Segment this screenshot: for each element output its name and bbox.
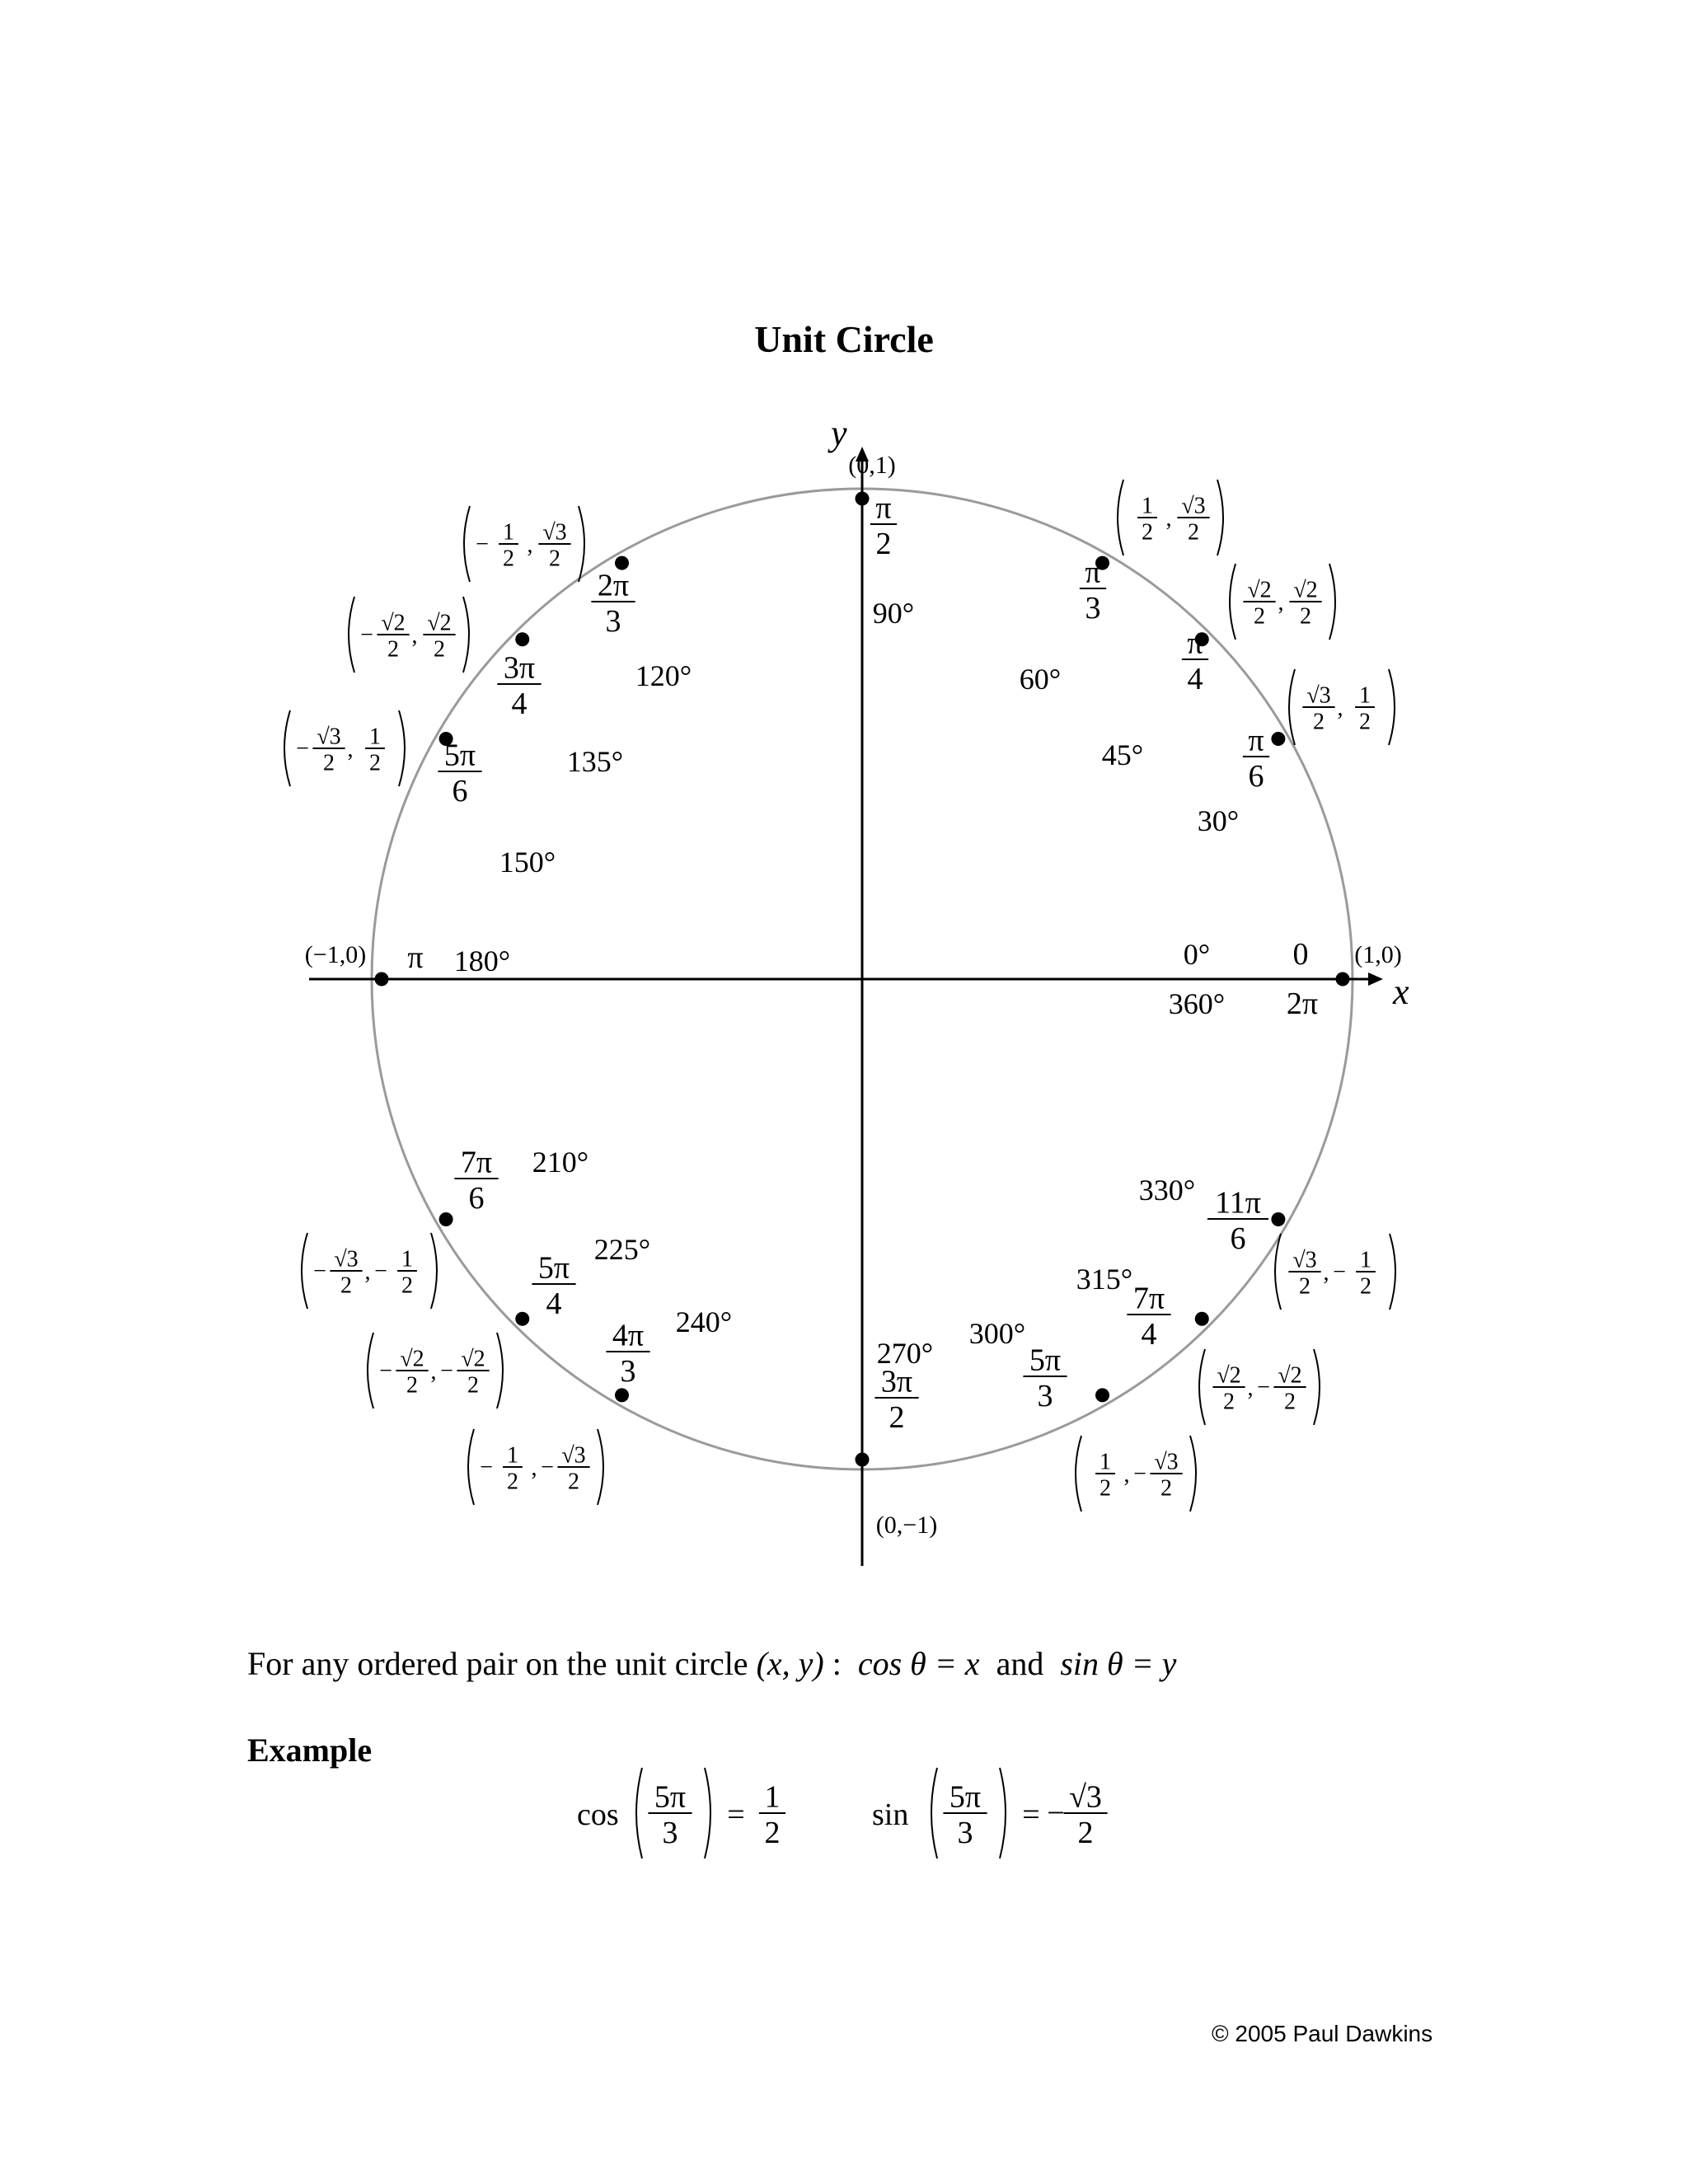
coordinate-label-comma: , — [364, 1259, 371, 1285]
coordinate-label-y-num: √3 — [1154, 1449, 1179, 1475]
coordinate-label-x-num: 1 — [503, 519, 514, 546]
coordinate-label-y-num: 1 — [369, 724, 381, 750]
coordinate-label-rparen — [1314, 1349, 1320, 1425]
statement-pair: (x, y) — [756, 1645, 824, 1682]
coordinate-label-lparen — [1289, 669, 1295, 745]
coordinate-label-y-sign: − — [440, 1358, 453, 1384]
coordinate-label-x-num: √2 — [1217, 1362, 1241, 1389]
coordinate-label-x-den: 2 — [1223, 1389, 1235, 1415]
radian-label-num: π — [1085, 555, 1101, 590]
coordinate-label-lparen — [1076, 1436, 1081, 1511]
degree-label: 135° — [566, 745, 624, 778]
coordinate-label-y-den: 2 — [1359, 709, 1371, 735]
coordinate-label-x-num: 1 — [1100, 1449, 1111, 1475]
coordinate-label-x-num: 1 — [507, 1442, 518, 1469]
coordinate-label-x-sign: − — [313, 1258, 326, 1284]
circle-point — [615, 1388, 629, 1402]
coordinate-label-y-den: 2 — [1188, 519, 1199, 546]
coordinate-label-x-den: 2 — [1299, 1273, 1311, 1300]
coordinate-label-x-den: 2 — [1313, 709, 1325, 735]
radian-label-2pi: 2π — [1286, 987, 1319, 1021]
example-cos-result-den: 2 — [764, 1816, 781, 1851]
statement-sin: sin θ = y — [1060, 1645, 1177, 1682]
radian-label-den: 4 — [511, 687, 528, 722]
coordinate-label: (1,0) — [1354, 941, 1402, 968]
angle-p90 — [848, 452, 914, 630]
circle-point — [375, 972, 389, 987]
radian-label-num: 7π — [460, 1145, 493, 1180]
radian-label-den: 6 — [1248, 759, 1264, 794]
radian-label-den: 6 — [452, 774, 468, 809]
coordinate-label-x-den: 2 — [340, 1272, 352, 1299]
radian-label-den: 3 — [1085, 591, 1101, 626]
coordinate-label-y-den: 2 — [1160, 1475, 1172, 1502]
coordinate-label-y-den: 2 — [1300, 603, 1311, 630]
example-sin-result-den: 2 — [1077, 1816, 1094, 1851]
definition-statement — [247, 1644, 1176, 1683]
coordinate-label-y-sign: − — [374, 1258, 387, 1284]
radian-label-num: 2π — [597, 568, 630, 603]
coordinate-label-x-den: 2 — [323, 750, 335, 776]
coordinate-label-x-den: 2 — [1254, 603, 1265, 630]
coordinate-label-y-den: 2 — [568, 1469, 579, 1495]
circle-point — [856, 492, 870, 506]
degree-label: 60° — [1019, 663, 1062, 696]
radian-label-num: 4π — [612, 1318, 645, 1353]
radian-label-den: 2 — [889, 1400, 905, 1436]
degree-label: 210° — [532, 1146, 589, 1179]
radian-label-num: 7π — [1132, 1281, 1165, 1316]
circle-point — [515, 632, 529, 646]
example-sin-sign: − — [1047, 1796, 1065, 1830]
circle-point — [1195, 1312, 1209, 1326]
coordinate-label-comma: , — [1165, 506, 1172, 532]
coordinate-label-x-sign: − — [476, 532, 489, 557]
coordinate-label-y-num: √2 — [461, 1346, 485, 1372]
radian-label-num: 3π — [503, 650, 536, 686]
degree-label: 45° — [1101, 738, 1144, 771]
x-axis-arrow — [1368, 972, 1383, 986]
radian-label-num: 5π — [1029, 1343, 1062, 1378]
coordinate-label-rparen — [463, 597, 469, 673]
angle-p30 — [1198, 669, 1395, 837]
example-cos-func: cos — [577, 1797, 619, 1832]
radian-label-den: 4 — [1187, 662, 1203, 697]
coordinate-label-lparen — [349, 597, 354, 673]
coordinate-label-x-sign: − — [360, 622, 373, 648]
degree-label: 240° — [675, 1305, 733, 1338]
coordinate-label: (0,1) — [848, 452, 896, 479]
coordinate-label-y-num: √3 — [561, 1442, 586, 1469]
coordinate-label-y-num: √2 — [1293, 577, 1318, 603]
radian-label-den: 3 — [620, 1354, 636, 1390]
coordinate-label-y-den: 2 — [401, 1272, 413, 1299]
coordinate-label-y-den: 2 — [1360, 1273, 1372, 1300]
coordinate-label-comma: , — [411, 623, 418, 649]
degree-label: 0° — [1183, 938, 1211, 971]
coordinate-label-y-sign: − — [1333, 1259, 1346, 1285]
angle-p240 — [468, 1305, 732, 1505]
coordinate-label-lparen — [1118, 480, 1123, 555]
coordinate-label-rparen — [497, 1333, 503, 1408]
coordinate-label-y-den: 2 — [549, 546, 560, 572]
coordinate-label-comma: , — [531, 1455, 537, 1481]
example-sin-arg-num: 5π — [949, 1779, 982, 1815]
coordinate-label-x-den: 2 — [1142, 519, 1153, 546]
example-sin-rparen — [1000, 1768, 1006, 1858]
radian-label-den: 3 — [605, 604, 621, 640]
coordinate-label-x-num: √2 — [1247, 577, 1272, 603]
circle-point — [1336, 972, 1350, 987]
angle-p270 — [856, 1337, 938, 1539]
angle-p45 — [1102, 564, 1335, 771]
coordinate-label-x-den: 2 — [387, 636, 399, 663]
radian-label-den: 4 — [546, 1286, 562, 1322]
coordinate-label-y-num: √2 — [427, 610, 452, 636]
coordinate-label-y-num: √3 — [542, 519, 567, 546]
coordinate-label: (0,−1) — [875, 1511, 938, 1539]
statement-lead: For any ordered pair on the unit circle — [247, 1645, 748, 1682]
coordinate-label-x-den: 2 — [503, 546, 514, 572]
radian-label-num: π — [875, 490, 892, 526]
statement-cos: cos θ = x — [857, 1645, 980, 1682]
coordinate-label-rparen — [1390, 1234, 1395, 1310]
coordinate-label-lparen — [468, 1429, 474, 1505]
coordinate-label-y-num: 1 — [1359, 682, 1371, 709]
radian-label-num: π — [1248, 723, 1264, 758]
example-sin-func: sin — [872, 1797, 909, 1832]
coordinate-label-rparen — [431, 1233, 437, 1309]
coordinate-label-x-sign: − — [379, 1358, 392, 1384]
coordinate-label-rparen — [598, 1429, 603, 1505]
coordinate-label-comma: , — [1337, 696, 1343, 721]
circle-point — [1271, 1212, 1285, 1226]
degree-label: 150° — [499, 846, 556, 879]
circle-point — [1271, 732, 1285, 746]
angle-p300 — [969, 1317, 1196, 1511]
coordinate-label-comma: , — [1323, 1260, 1329, 1286]
degree-label: 330° — [1138, 1174, 1196, 1207]
coordinate-label-y-num: √3 — [1181, 493, 1206, 519]
example-sin-arg-den: 3 — [957, 1816, 973, 1851]
degree-label: 300° — [968, 1317, 1026, 1350]
coordinate-label: (−1,0) — [304, 941, 367, 968]
coordinate-label-rparen — [1389, 669, 1395, 745]
example-cos-rparen — [705, 1768, 710, 1858]
coordinate-label-y-num: 1 — [1360, 1247, 1372, 1273]
degree-label: 225° — [593, 1233, 651, 1266]
example-sin-result-num: √3 — [1069, 1779, 1102, 1815]
coordinate-label-y-sign: − — [1133, 1461, 1146, 1487]
example-label: Example — [247, 1732, 373, 1769]
radian-label-num: 11π — [1215, 1185, 1261, 1221]
statement-and: and — [996, 1645, 1044, 1682]
example-cos-arg-den: 3 — [662, 1816, 678, 1851]
angle-p330 — [1139, 1174, 1395, 1310]
degree-label: 120° — [635, 659, 692, 692]
angle-p150 — [284, 710, 556, 879]
y-axis-label: y — [831, 413, 847, 453]
radian-label-den: 3 — [1037, 1379, 1053, 1414]
coordinate-label-comma: , — [1247, 1376, 1254, 1401]
coordinate-label-x-sign: − — [480, 1455, 493, 1480]
coordinate-label-x-num: √3 — [1306, 682, 1331, 709]
degree-label: 270° — [876, 1337, 934, 1370]
coordinate-label-y-den: 2 — [1284, 1389, 1296, 1415]
coordinate-label-comma: , — [1123, 1462, 1130, 1488]
coordinate-label-y-den: 2 — [467, 1372, 479, 1399]
radian-label-den: 6 — [468, 1181, 485, 1216]
example-cos-lparen — [636, 1768, 642, 1858]
degree-label-360: 360° — [1168, 987, 1226, 1020]
radian-label-den: 2 — [875, 527, 892, 562]
radian-label: 0 — [1292, 937, 1309, 972]
radian-label-num: 5π — [537, 1250, 570, 1286]
circle-point — [1095, 1388, 1109, 1402]
coordinate-label-lparen — [302, 1233, 307, 1309]
radian-label: π — [407, 940, 424, 975]
angle-p135 — [349, 597, 623, 778]
coordinate-label-rparen — [1217, 480, 1223, 555]
coordinate-label-y-num: 1 — [401, 1246, 413, 1272]
coordinate-label-comma: , — [527, 532, 533, 558]
coordinate-label-y-den: 2 — [369, 750, 381, 776]
circle-point — [515, 1312, 529, 1326]
example-sin-equals: = — [1022, 1797, 1040, 1832]
coordinate-label-lparen — [1275, 1234, 1281, 1310]
coordinate-label-comma: , — [1278, 590, 1284, 616]
circle-point — [439, 1212, 453, 1226]
coordinate-label-x-den: 2 — [1100, 1475, 1111, 1502]
coordinate-label-lparen — [1199, 1349, 1205, 1425]
coordinate-label-rparen — [1190, 1436, 1196, 1511]
coordinate-label-y-den: 2 — [434, 636, 445, 663]
coordinate-label-y-sign: − — [541, 1455, 554, 1480]
coordinate-label-comma: , — [430, 1359, 437, 1385]
page-title: Unit Circle — [754, 318, 934, 360]
coordinate-label-rparen — [399, 710, 405, 786]
circle-point — [856, 1453, 870, 1467]
coordinate-label-x-num: √3 — [316, 724, 341, 750]
degree-label: 30° — [1197, 804, 1240, 837]
radian-label-num: 3π — [880, 1364, 913, 1399]
coordinate-label-x-num: 1 — [1142, 493, 1153, 519]
radian-label-den: 4 — [1141, 1317, 1157, 1352]
coordinate-label-lparen — [464, 506, 470, 582]
coordinate-label-x-num: √2 — [400, 1346, 424, 1372]
coordinate-label-lparen — [284, 710, 290, 786]
coordinate-label-x-sign: − — [296, 736, 309, 762]
degree-label: 180° — [453, 944, 511, 977]
radian-label-num: 5π — [443, 738, 476, 773]
statement-colon: : — [823, 1645, 842, 1682]
example-cos — [577, 1768, 785, 1858]
coordinate-label-x-den: 2 — [406, 1372, 418, 1399]
example-cos-equals: = — [727, 1797, 745, 1832]
coordinate-label-lparen — [1230, 564, 1236, 640]
coordinate-label-rparen — [1329, 564, 1335, 640]
example-sin-lparen — [931, 1768, 937, 1858]
example-cos-result-num: 1 — [764, 1779, 781, 1815]
coordinate-label-x-num: √3 — [1292, 1247, 1317, 1273]
coordinate-label-y-num: √2 — [1278, 1362, 1302, 1389]
full-turn-labels — [1169, 987, 1318, 1021]
copyright: © 2005 Paul Dawkins — [1212, 2021, 1433, 2046]
coordinate-label-lparen — [368, 1333, 373, 1408]
coordinate-label-x-num: √2 — [381, 610, 406, 636]
example-sin — [872, 1768, 1108, 1858]
x-axis-label: x — [1393, 972, 1409, 1012]
coordinate-label-comma: , — [347, 737, 354, 762]
degree-label: 90° — [872, 597, 915, 630]
example-formulas — [0, 1764, 1688, 1871]
coordinate-label-x-num: √3 — [334, 1246, 359, 1272]
coordinate-label-rparen — [579, 506, 584, 582]
coordinate-label-y-sign: − — [1257, 1375, 1270, 1400]
radian-label-num: π — [1187, 626, 1203, 661]
radian-label-den: 6 — [1230, 1221, 1246, 1257]
degree-label: 315° — [1076, 1263, 1133, 1296]
example-cos-arg-num: 5π — [654, 1779, 687, 1815]
coordinate-label-x-den: 2 — [507, 1469, 518, 1495]
